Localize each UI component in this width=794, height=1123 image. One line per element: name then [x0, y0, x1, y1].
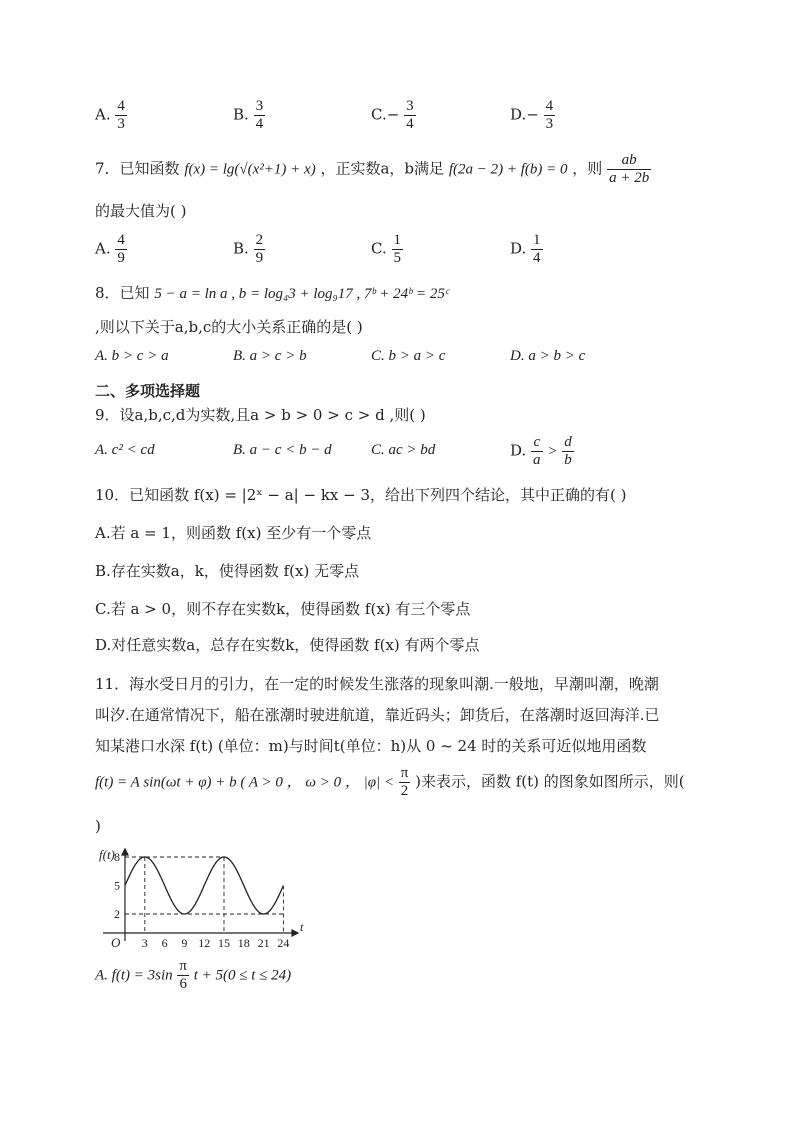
fraction: $\frac{4}{3}$: [545, 98, 554, 132]
q11-stem-line4: f(t) = A sin(ωt + φ) + b ( A > 0 ， ω > 0 ， |φ| < $\frac{\pi}{2}$ )来表示，函数 f(t) 的图象如图所示，则(: [95, 765, 685, 799]
x-tick-label: 3: [141, 936, 148, 950]
y-axis-label: f(t): [99, 847, 115, 862]
fraction: $\frac{1}{4}$: [533, 232, 541, 266]
q10-option-c: C.若 a > 0，则不存在实数k，使得函数 f(x) 有三个零点: [95, 600, 471, 618]
q8-option-a: A. b > c > a: [95, 348, 169, 364]
q11-option-a: A. f(t) = 3sin $\frac{\pi}{6}$ t + 5(0 ≤ t ≤ 24): [95, 958, 292, 992]
y-axis-arrow: [122, 849, 128, 855]
section-heading: 二、多项选择题: [95, 382, 201, 400]
fraction: $\frac{\pi}{6}$: [179, 958, 187, 992]
x-tick-label: 6: [161, 936, 168, 950]
x-tick-label: 24: [277, 936, 290, 950]
q6-option-b: B. $\frac{3}{4}$: [233, 98, 264, 132]
q7-option-a: A. $\frac{4}{9}$: [95, 232, 125, 266]
x-tick-label: 9: [181, 936, 188, 950]
q9-option-c: C. ac > bd: [371, 442, 436, 458]
fraction: $\frac{3}{4}$: [255, 98, 264, 132]
y-tick-label: 5: [114, 878, 120, 893]
x-tick-label: 12: [198, 936, 211, 950]
fraction: $\frac{d}{b}$: [564, 434, 572, 468]
fraction: $\frac{2}{9}$: [255, 232, 264, 266]
q9-option-a: A. c² < cd: [95, 442, 155, 458]
q8-stem-line2: ,则以下关于a,b,c的大小关系正确的是( ): [95, 318, 363, 336]
tide-curve: [125, 857, 283, 914]
x-tick-label: 15: [218, 936, 230, 950]
fraction: $\frac{3}{4}$: [406, 98, 414, 132]
q10-option-a: A.若 a = 1，则函数 f(x) 至少有一个零点: [95, 524, 372, 542]
q6-option-d: D.− $\frac{4}{3}$: [510, 98, 554, 132]
tide-chart: [95, 845, 325, 950]
fraction: $\frac{4}{3}$: [117, 98, 125, 132]
q9-option-d: D. $\frac{c}{a}$ > $\frac{d}{b}$: [510, 434, 572, 468]
q7-option-d: D. $\frac{1}{4}$: [510, 232, 541, 266]
origin-label: O: [111, 935, 121, 950]
q6-option-a: A. $\frac{4}{3}$: [95, 98, 125, 132]
x-axis-label: t: [300, 920, 304, 934]
q10-option-d: D.对任意实数a，总存在实数k，使得函数 f(x) 有两个零点: [95, 636, 480, 654]
q8-stem: 8．已知 5 − a = ln a , b = log₄3 + log₉17 , 7ᵇ + 24ᵇ = 25ᶜ: [95, 284, 449, 302]
q9-option-b: B. a − c < b − d: [233, 442, 332, 458]
fraction: $\frac{4}{9}$: [117, 232, 125, 266]
q8-option-b: B. a > c > b: [233, 348, 307, 364]
y-tick-label: 8: [114, 850, 120, 864]
q7-option-c: C. $\frac{1}{5}$: [371, 232, 401, 266]
fraction: $\frac{ab}{a + 2b}$: [609, 152, 650, 186]
q10-stem: 10．已知函数 f(x) = |2ˣ − a| − kx − 3，给出下列四个结论，其中正确的有( ): [95, 486, 627, 504]
q8-option-c: C. b > a > c: [371, 348, 446, 364]
q11-stem-line3: 知某港口水深 f(t) (单位：m)与时间t(单位：h)从 0 ~ 24 时的关系可近似地用函数: [95, 737, 647, 755]
q9-stem: 9．设a,b,c,d为实数,且a > b > 0 > c > d ,则( ): [95, 406, 426, 424]
q10-option-b: B.存在实数a，k，使得函数 f(x) 无零点: [95, 562, 360, 580]
x-tick-label: 21: [257, 936, 270, 950]
q6-option-c: C.− $\frac{3}{4}$: [371, 98, 414, 132]
q8-option-d: D. a > b > c: [510, 348, 586, 364]
q11-stem-line1: 11．海水受日月的引力，在一定的时候发生涨落的现象叫潮.一般地，早潮叫潮，晚潮: [95, 675, 659, 693]
q7-option-b: B. $\frac{2}{9}$: [233, 232, 264, 266]
q7-stem: 7．已知函数 f(x) = lg(√(x²+1) + x) ，正实数a，b满足 f(2a − 2) + f(b) = 0 ，则 $\frac{ab}{a + 2b}$: [95, 152, 650, 186]
q7-stem-line2: 的最大值为( ): [95, 202, 187, 220]
x-tick-label: 18: [237, 936, 250, 950]
fraction: $\frac{\pi}{2}$: [400, 765, 409, 799]
fraction: $\frac{1}{5}$: [393, 232, 401, 266]
q11-stem-line2: 叫汐.在通常情况下，船在涨潮时驶进航道，靠近码头；卸货后，在落潮时返回海洋.已: [95, 706, 660, 724]
fraction: $\frac{c}{a}$: [533, 434, 541, 468]
x-axis-arrow: [292, 930, 298, 936]
q11-stem-line5: ): [95, 817, 101, 835]
y-tick-label: 2: [114, 907, 120, 921]
